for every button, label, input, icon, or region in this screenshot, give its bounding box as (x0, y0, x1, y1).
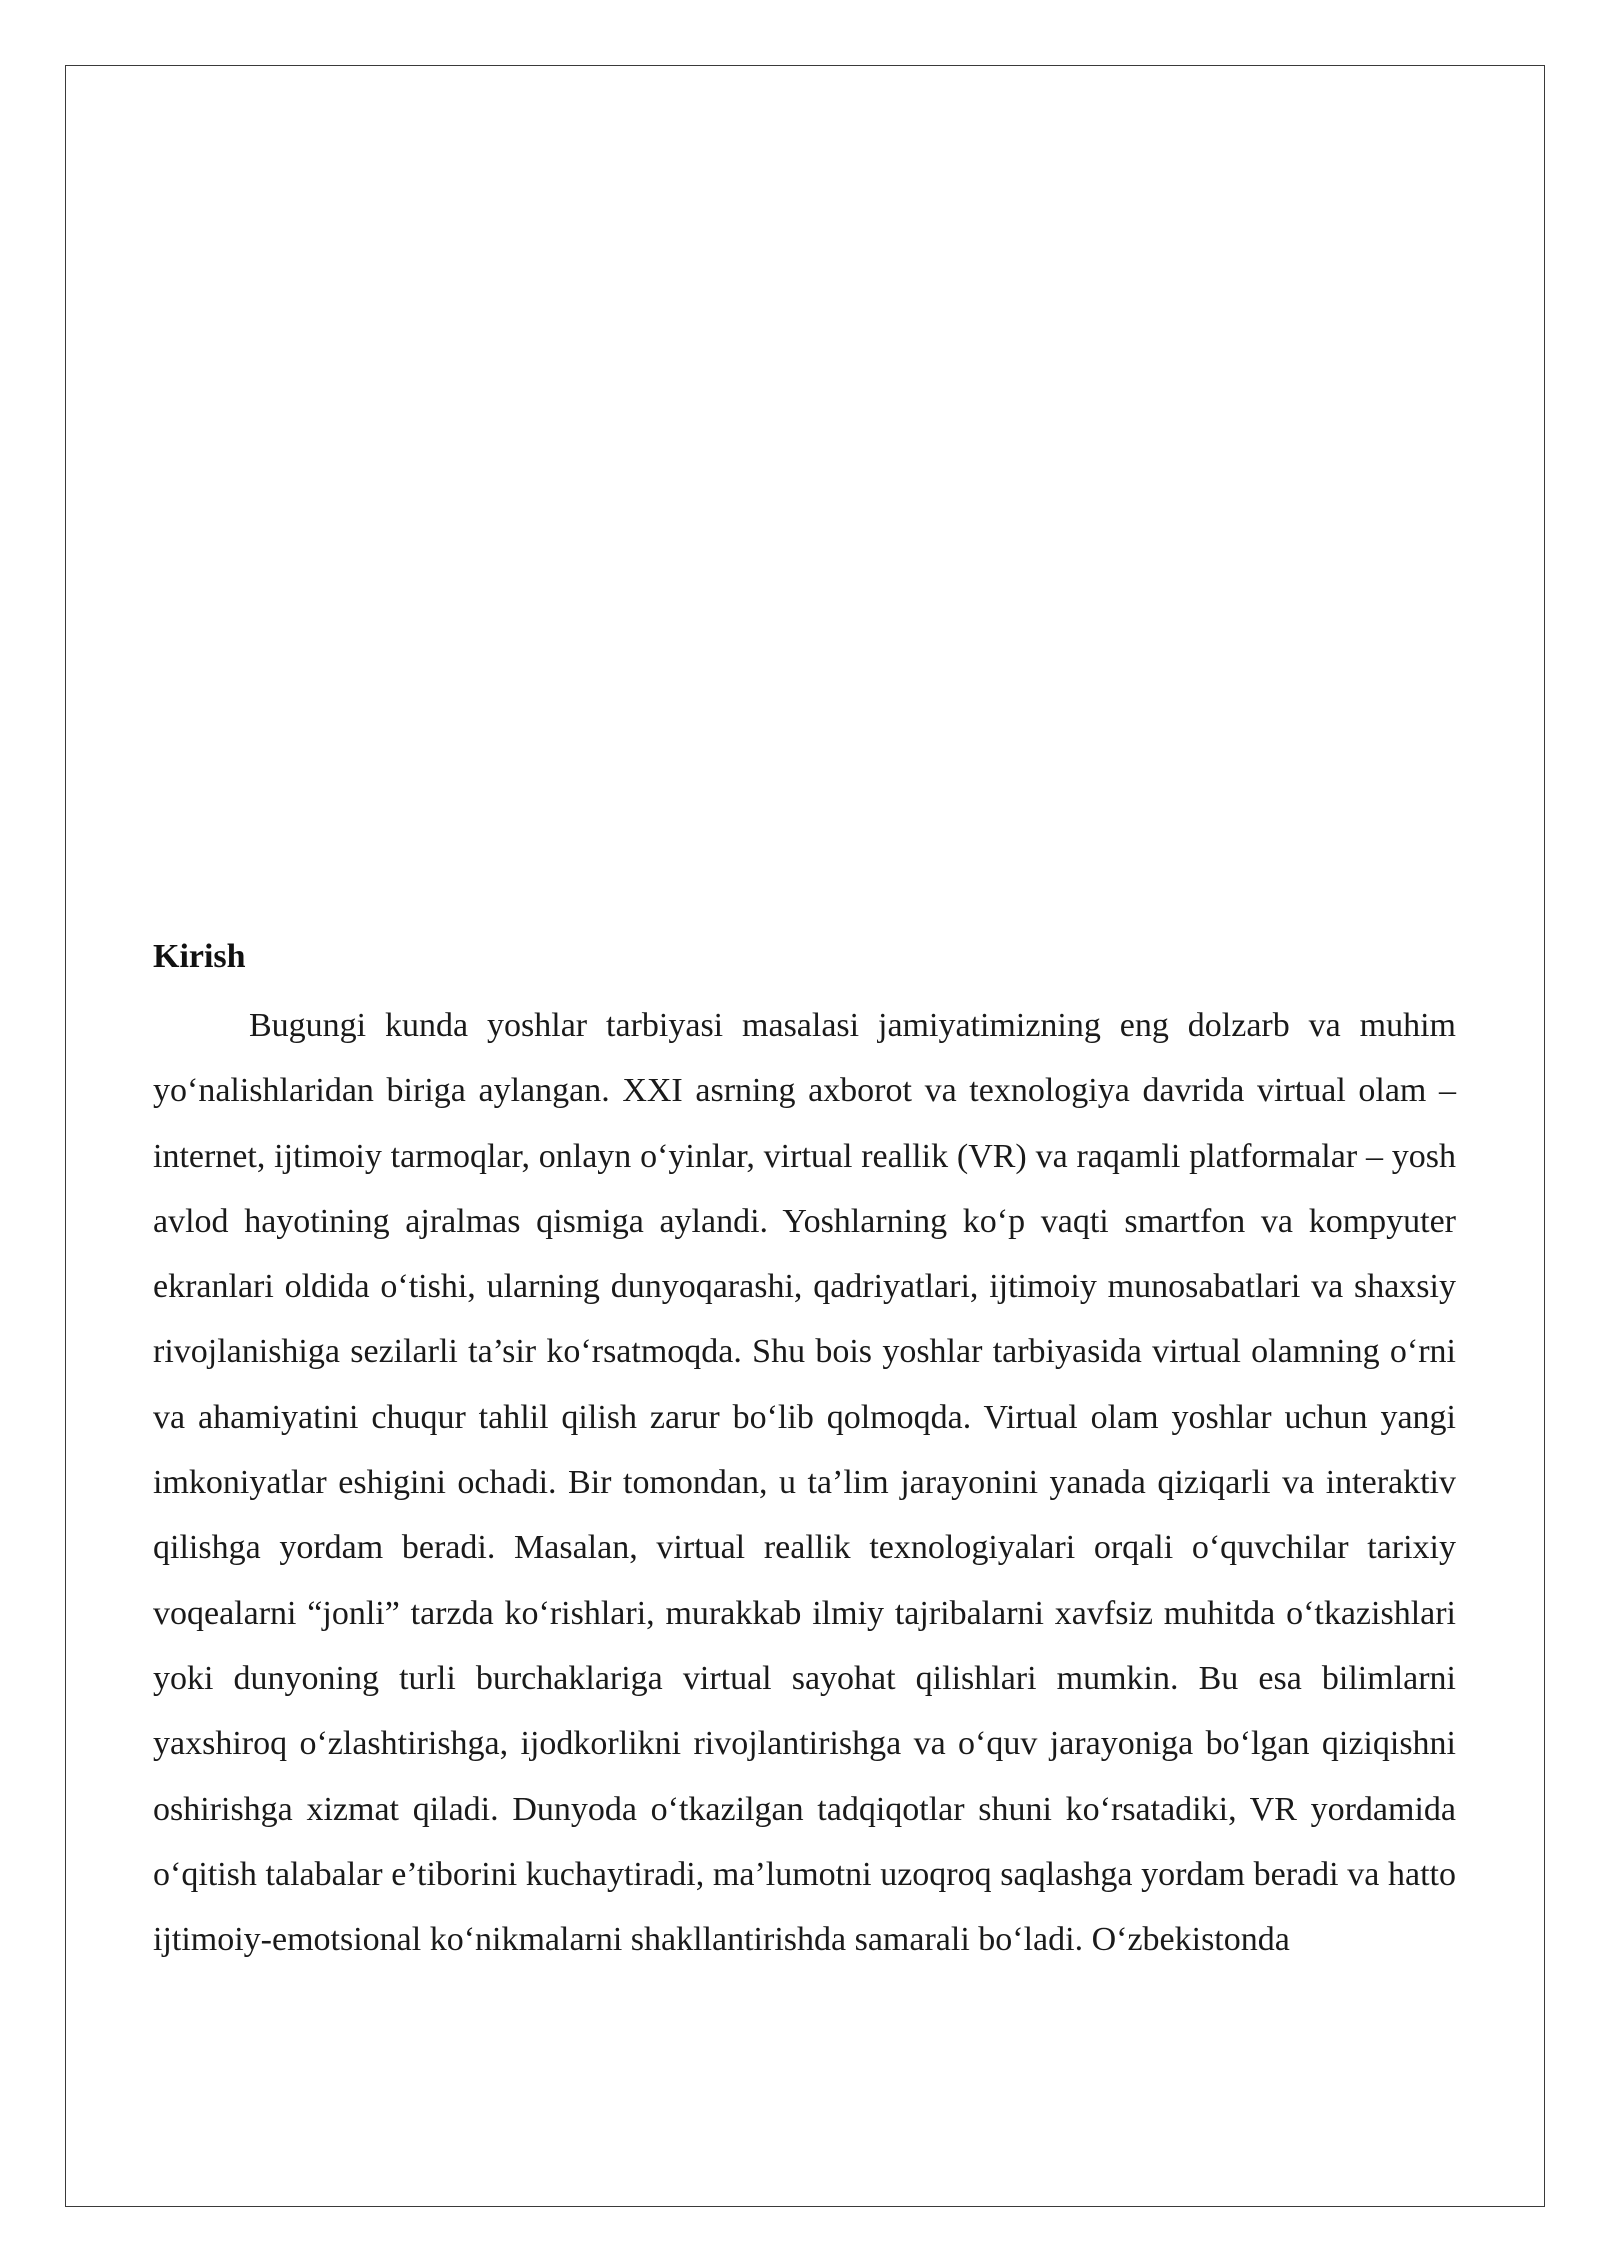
document-body (153, 935, 1456, 1972)
body-paragraph: Bugungi kunda yoshlar tarbiyasi masalasi jamiyatimizning eng dolzarb va muhim yo‘nalishlaridan biriga aylangan. XXI asrning axborot va texnologiya davrida virtual olam – internet, ijtimoiy tarmoqlar, onlayn o‘yinlar, virtual reallik (VR) va raqamli platformalar – yosh avlod hayotining ajralmas qismiga aylandi. Yoshlarning ko‘p vaqti smartfon va kompyuter ekranlari oldida o‘tishi, ularning dunyoqarashi, qadriyatlari, ijtimoiy munosabatlari va shaxsiy rivojlanishiga sezilarli ta’sir ko‘rsatmoqda. Shu bois yoshlar tarbiyasida virtual olamning o‘rni va ahamiyatini chuqur tahlil qilish zarur bo‘lib qolmoqda. Virtual olam yoshlar uchun yangi imkoniyatlar eshigini ochadi. Bir tomondan, u ta’lim jarayonini yanada qiziqarli va interaktiv qilishga yordam beradi. Masalan, virtual reallik texnologiyalari orqali o‘quvchilar tarixiy voqealarni “jonli” tarzda ko‘rishlari, murakkab ilmiy tajribalarni xavfsiz muhitda o‘tkazishlari yoki dunyoning turli burchaklariga virtual sayohat qilishlari mumkin. Bu esa bilimlarni yaxshiroq o‘zlashtirishga, ijodkorlikni rivojlantirishga va o‘quv jarayoniga bo‘lgan qiziqishni oshirishga xizmat qiladi. Dunyoda o‘tkazilgan tadqiqotlar shuni ko‘rsatadiki, VR yordamida o‘qitish talabalar e’tiborini kuchaytiradi, ma’lumotni uzoqroq saqlashga yordam beradi va hatto ijtimoiy-emotsional ko‘nikmalarni shakllantirishda samarali bo‘ladi. O‘zbekistonda (153, 1007, 1456, 1959)
section-heading: Kirish (153, 938, 246, 975)
